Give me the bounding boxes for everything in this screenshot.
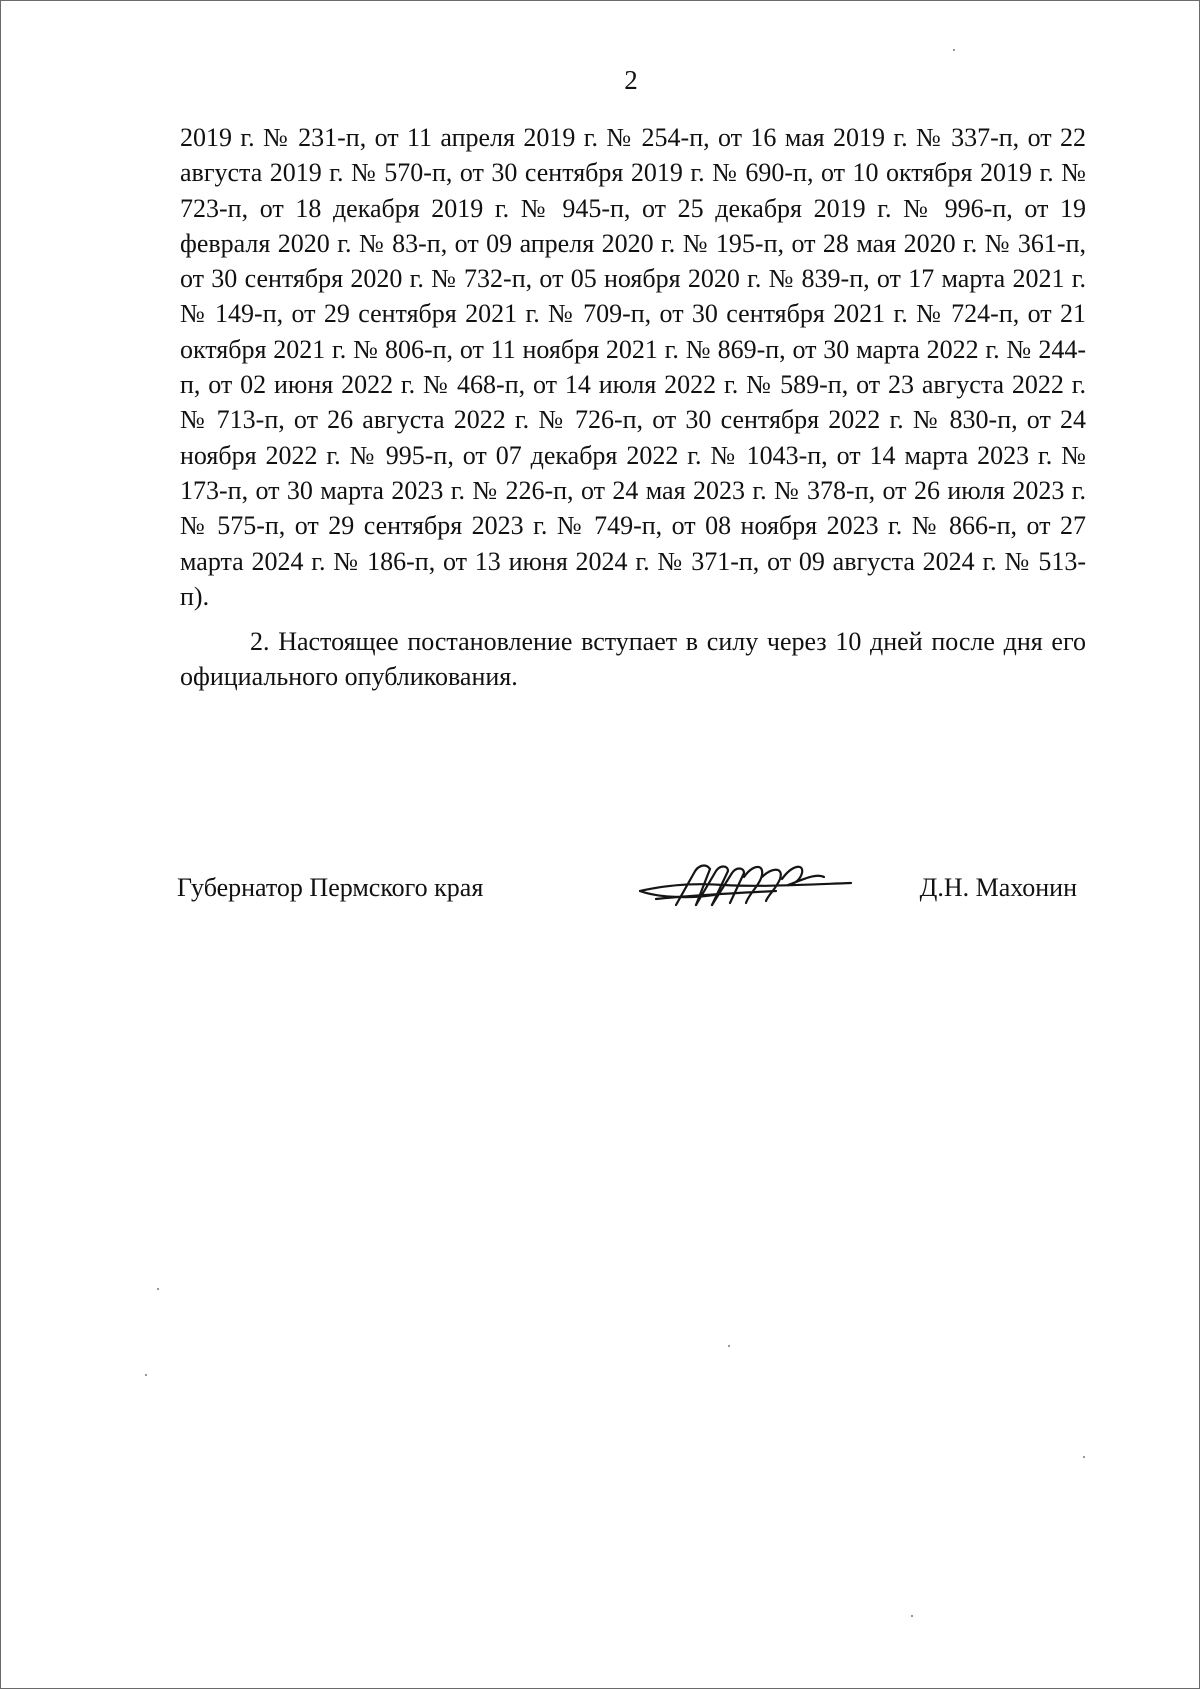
page-number: 2 (624, 65, 638, 95)
scan-speck (911, 1615, 913, 1617)
document-body (180, 120, 1086, 695)
scan-speck (157, 1288, 159, 1290)
signatory-title: Губернатор Пермского края (177, 873, 484, 902)
scan-speck (728, 1345, 730, 1347)
effective-date-paragraph: 2. Настоящее постановление вступает в силу через 10 дней после дня его официального опубликования. (180, 627, 1086, 692)
handwritten-signature-icon (636, 855, 856, 913)
scan-speck (953, 49, 955, 51)
signature-block (177, 870, 1077, 910)
amendments-list-paragraph: 2019 г. № 231-п, от 11 апреля 2019 г. № 254-п, от 16 мая 2019 г. № 337-п, от 22 августа 2019 г. № 570-п, от 30 сентября 2019 г. № 690-п, от 10 октября 2019 г. № 723-п, от 18 декабря 2019 г. № 945-п, от 25 декабря 2019 г. № 996-п, от 19 февраля 2020 г. № 83-п, от 09 апреля 2020 г. № 195-п, от 28 мая 2020 г. № 361-п, от 30 сентября 2020 г. № 732-п, от 05 ноября 2020 г. № 839-п, от 17 марта 2021 г. № 149-п, от 29 сентября 2021 г. № 709-п, от 30 сентября 2021 г. № 724-п, от 21 октября 2021 г. № 806-п, от 11 ноября 2021 г. № 869-п, от 30 марта 2022 г. № 244-п, от 02 июня 2022 г. № 468-п, от 14 июля 2022 г. № 589-п, от 23 августа 2022 г. № 713-п, от 26 августа 2022 г. № 726-п, от 30 сентября 2022 г. № 830-п, от 24 ноября 2022 г. № 995-п, от 07 декабря 2022 г. № 1043-п, от 14 марта 2023 г. № 173-п, от 30 марта 2023 г. № 226-п, от 24 мая 2023 г. № 378-п, от 26 июля 2023 г. № 575-п, от 29 сентября 2023 г. № 749-п, от 08 ноября 2023 г. № 866-п, от 27 марта 2024 г. № 186-п, от 13 июня 2024 г. № 371-п, от 09 августа 2024 г. № 513-п). (180, 123, 1086, 611)
scan-speck (145, 1374, 147, 1376)
scan-speck (1083, 1456, 1085, 1458)
signatory-name: Д.Н. Махонин (919, 873, 1077, 902)
